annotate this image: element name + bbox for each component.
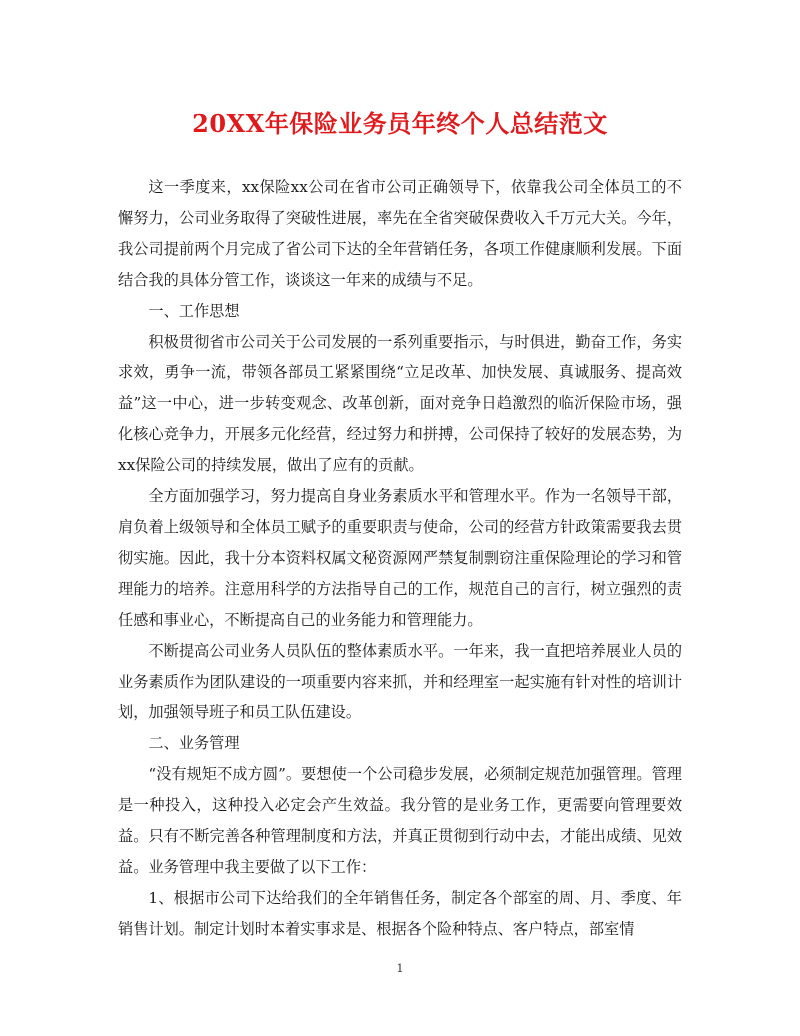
section-heading-work-thinking: 一、工作思想 — [148, 301, 240, 320]
paragraph-team-quality: 不断提高公司业务人员队伍的整体素质水平。一年来，我一直把培养展业人员的业务素质作为团队建设的一项重要内容来抓，并和经理室一起实施有针对性的培训计划，加强领导班子和员工队伍建设。 — [118, 641, 682, 722]
document-title: 20XX年保险业务员年终个人总结范文 — [192, 109, 608, 138]
paragraph-work-thinking: 积极贯彻省市公司关于公司发展的一系列重要指示，与时俱进，勤奋工作，务实求效，勇争一流，带领各部员工紧紧围绕“立足改革、加快发展、真诚服务、提高效益”这一中心，进一步转变观念、改革创新，面对竞争日趋激烈的临沂保险市场，强化核心竞争力，开展多元化经营，经过努力和拼搏，公司保持了较好的发展态势，为xx保险公司的持续发展，做出了应有的贡献。 — [118, 332, 682, 475]
paragraph-study: 全方面加强学习，努力提高自身业务素质水平和管理水平。作为一名领导干部，肩负着上级领导和全体员工赋予的重要职责与使命，公司的经营方针政策需要我去贯彻实施。因此，我十分本资料权属文秘资源网严禁复制剽窃注重保险理论的学习和管理能力的培养。注意用科学的方法指导自己的工作，规范自己的言行，树立强烈的责任感和事业心，不断提高自己的业务能力和管理能力。 — [118, 487, 682, 629]
paragraph-sales-plan: 1、根据市公司下达给我们的全年销售任务，制定各个部室的周、月、季度、年销售计划。制定计划时本着实事求是、根据各个险种特点、客户特点，部室情 — [118, 888, 682, 938]
paragraph-intro: 这一季度来，xx保险xx公司在省市公司正确领导下，依靠我公司全体员工的不懈努力，公司业务取得了突破性进展，率先在全省突破保费收入千万元大关。今年，我公司提前两个月完成了省公司下达的全年营销任务，各项工作健康顺利发展。下面结合我的具体分管工作，谈谈这一年来的成绩与不足。 — [118, 178, 682, 289]
section-heading-business-management: 二、业务管理 — [148, 734, 240, 753]
page-number: 1 — [396, 962, 404, 975]
document-body — [118, 172, 682, 945]
paragraph-business-management: “没有规矩不成方圆”。要想使一个公司稳步发展，必须制定规范加强管理。管理是一种投入，这种投入必定会产生效益。我分管的是业务工作，更需要向管理要效益。只有不断完善各种管理制度和方法，并真正贯彻到行动中去，才能出成绩、见效益。业务管理中我主要做了以下工作： — [118, 765, 682, 876]
